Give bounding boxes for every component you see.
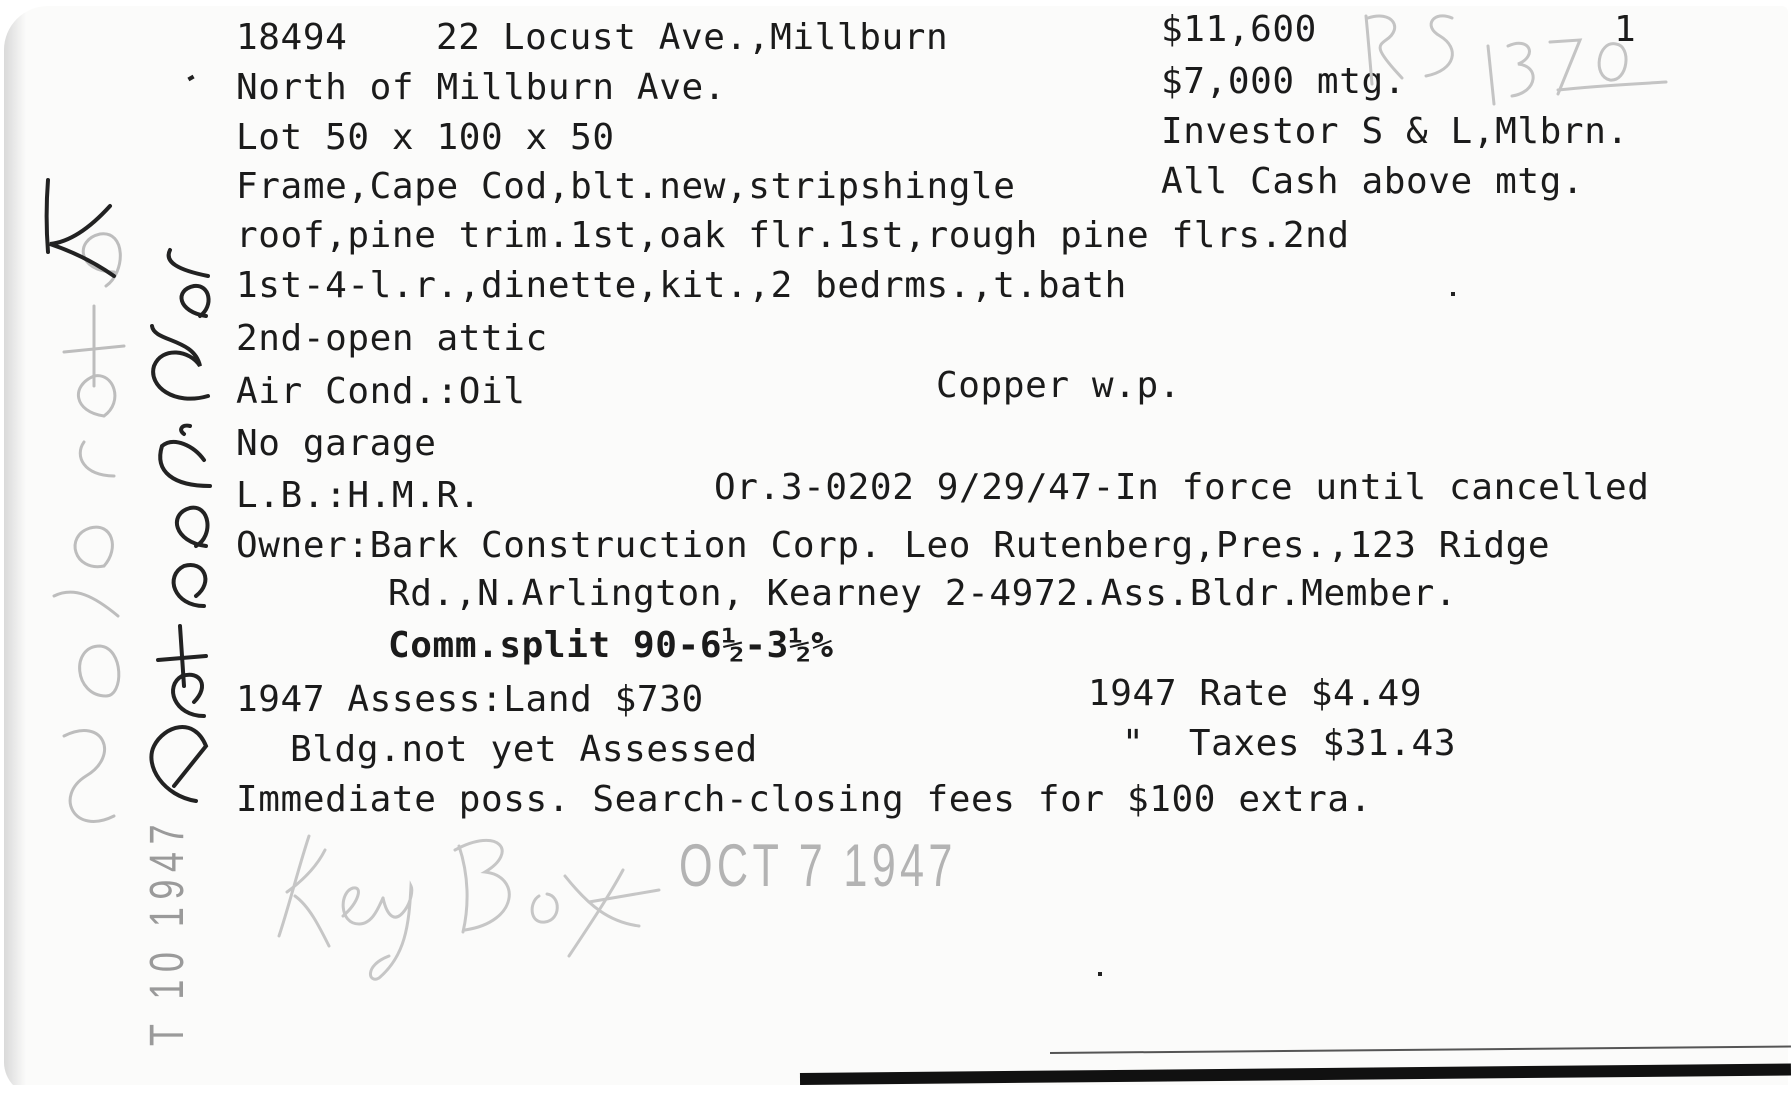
ink-speck [1451, 292, 1455, 296]
taxes: " Taxes $31.43 [1122, 723, 1457, 764]
assessment-land: 1947 Assess:Land $730 [236, 679, 704, 720]
lot-size: Lot 50 x 100 x 50 [236, 117, 615, 158]
ink-speck [1098, 972, 1102, 976]
listing-number: 18494 [236, 17, 348, 58]
tax-rate: 1947 Rate $4.49 [1088, 673, 1423, 714]
possession-terms: Immediate poss. Search-closing fees for $100 extra. [236, 779, 1372, 820]
ink-speck [187, 75, 194, 81]
card-edge-shadow [4, 6, 26, 1096]
card-index: 1 [1614, 9, 1637, 50]
garage-info: No garage [236, 423, 437, 464]
date-stamp: OCT 7 1947 [679, 832, 957, 899]
asking-price: $11,600 [1161, 9, 1317, 50]
property-address: 22 Locust Ave.,Millburn [436, 17, 949, 58]
handwritten-rs-number [1344, 6, 1684, 116]
handwritten-broker-note [134, 246, 224, 816]
plumbing: Copper w.p. [936, 365, 1182, 406]
owner-line-1: Owner:Bark Construction Corp. Leo Rutenberg,Pres.,123 Ridge [236, 525, 1551, 566]
first-floor-rooms: 1st-4-l.r.,dinette,kit.,2 bedrms.,t.bath [236, 265, 1127, 306]
owner-line-2: Rd.,N.Arlington, Kearney 2-4972.Ass.Bldr.Member. [388, 573, 1458, 614]
index-card [4, 6, 1788, 1096]
payment-terms: All Cash above mtg. [1161, 161, 1585, 202]
listing-order: Or.3-0202 9/29/47-In force until cancelled [714, 467, 1650, 508]
mortgage-amount: $7,000 mtg. [1161, 61, 1407, 102]
listing-broker: L.B.:H.M.R. [236, 475, 482, 516]
side-date-stamp: T 10 1947 [141, 817, 194, 1046]
lender: Investor S & L,Mlbrn. [1161, 111, 1629, 152]
construction-line-2: roof,pine trim.1st,oak flr.1st,rough pine flrs.2nd [236, 215, 1350, 256]
construction-line-1: Frame,Cape Cod,blt.new,stripshingle [236, 166, 1016, 207]
second-floor-rooms: 2nd-open attic [236, 318, 548, 359]
heating-system: Air Cond.:Oil [236, 371, 526, 412]
handwritten-sold-note [34, 176, 144, 876]
background-strip [0, 1085, 1791, 1104]
property-location: North of Millburn Ave. [236, 67, 727, 108]
commission-split: Comm.split 90-6½-3½% [388, 625, 834, 666]
building-assessment: Bldg.not yet Assessed [290, 729, 758, 770]
handwritten-key-box [259, 806, 679, 986]
